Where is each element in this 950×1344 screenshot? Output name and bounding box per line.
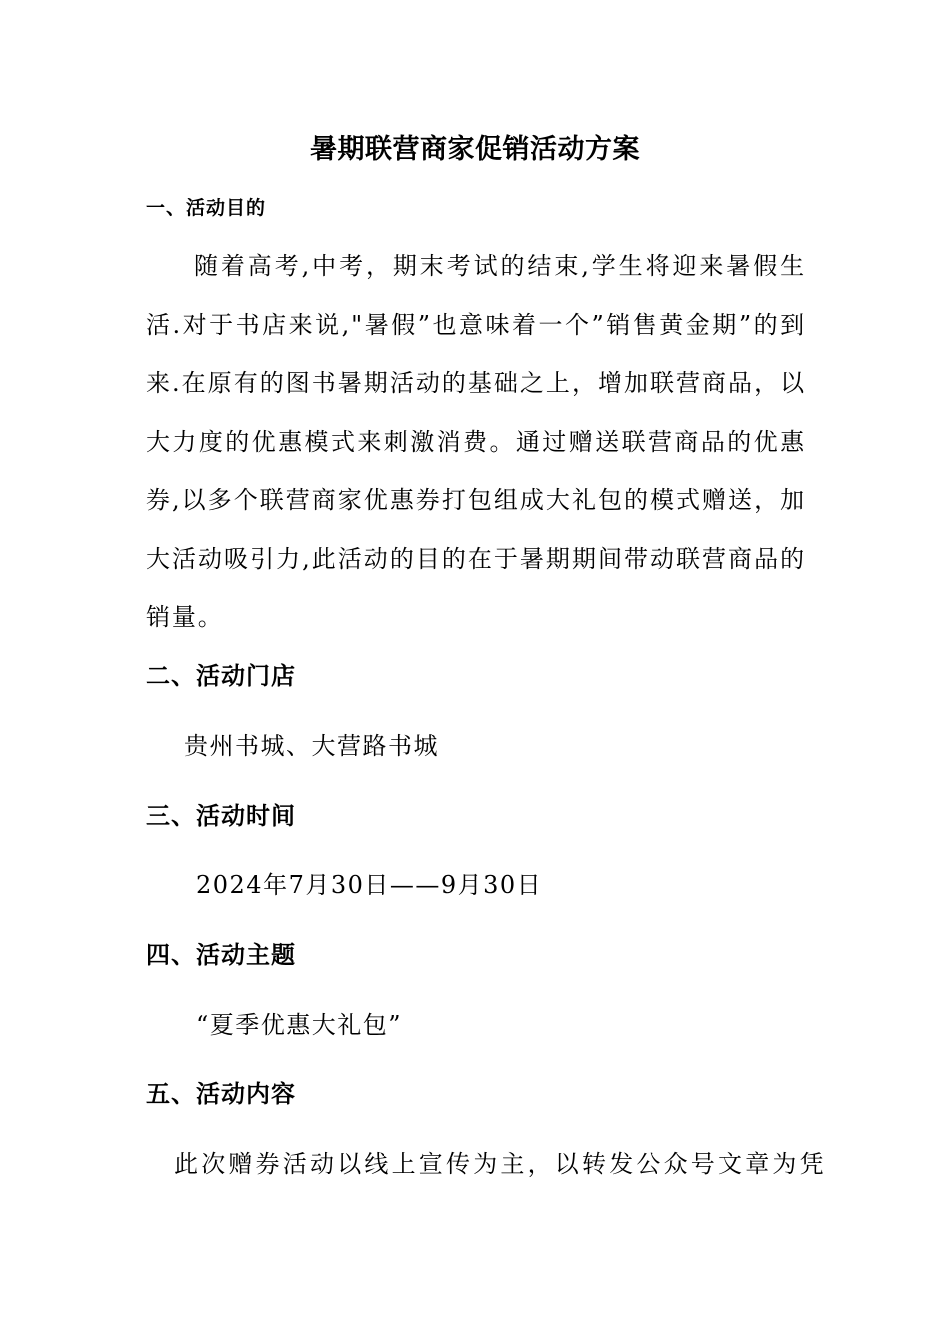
section-body-stores: 贵州书城、大营路书城 — [184, 732, 439, 760]
section-heading-content: 五、活动内容 — [146, 1080, 296, 1108]
document-title: 暑期联营商家促销活动方案 — [310, 134, 640, 165]
section-heading-purpose: 一、活动目的 — [146, 197, 267, 219]
section-body-purpose: 随着高考,中考，期末考试的结束,学生将迎来暑假生活.对于书店来说,"暑假”也意味着一个”销售黄金期”的到来.在原有的图书暑期活动的基础之上，增加联营商品，以大力度的优惠模式来刺激消费。通过赠送联营商品的优惠券,以多个联营商家优惠券打包组成大礼包的模式赠送，加大活动吸引力,此活动的目的在于暑期期间带动联营商品的销量。 — [146, 252, 806, 631]
section-body-time: 2024年7月30日——9月30日 — [196, 871, 543, 899]
section-body-content: 此次赠券活动以线上宣传为主，以转发公众号文章为凭 — [174, 1150, 827, 1178]
section-heading-time: 三、活动时间 — [146, 802, 296, 830]
section-heading-stores: 二、活动门店 — [146, 662, 296, 690]
section-heading-theme: 四、活动主题 — [146, 941, 296, 969]
section-body-theme: “夏季优惠大礼包” — [196, 1011, 403, 1039]
